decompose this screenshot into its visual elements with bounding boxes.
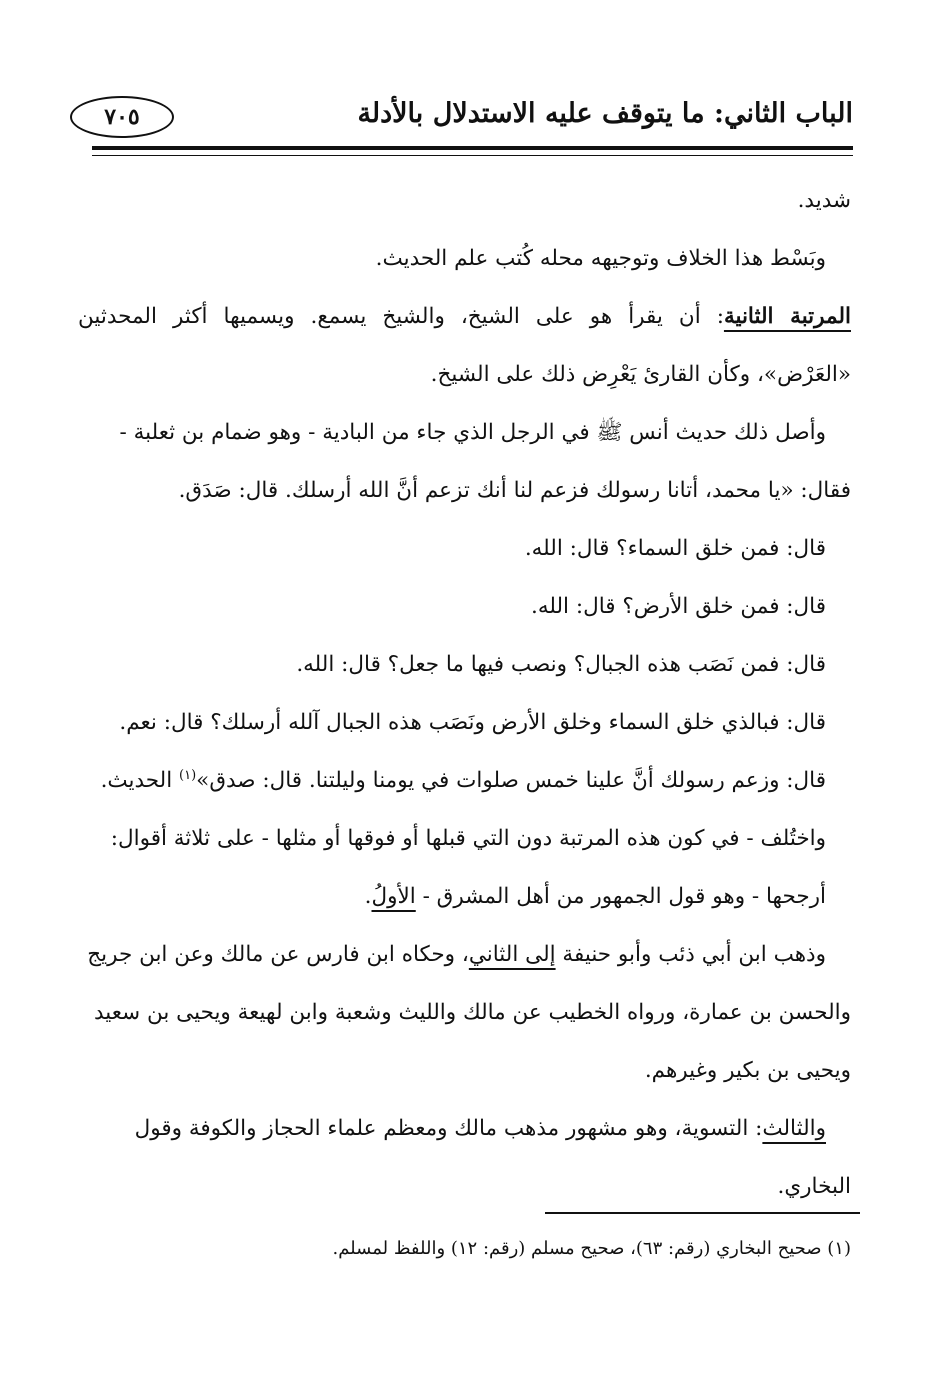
- text-line: فقال: «يا محمد، أتانا رسولك فزعم لنا أنك تزعم أنَّ الله أرسلك. قال: صَدَق.: [178, 478, 851, 503]
- text-line: وبَسْط هذا الخلاف وتوجيهه محله كُتب علم الحديث.: [375, 246, 826, 271]
- footnote-marker: (١): [179, 767, 197, 783]
- text-line: [78, 926, 851, 984]
- text-line: ويحيى بن بكير وغيرهم.: [644, 1058, 851, 1083]
- text-span: وذهب ابن أبي ذئب وأبو حنيفة: [555, 942, 826, 967]
- text-line: [78, 1100, 851, 1158]
- text-line: [78, 868, 851, 926]
- underlined-term: إلى الثاني: [468, 942, 556, 967]
- text-line: شديد.: [797, 188, 851, 213]
- text-span: : أن يقرأ هو على الشيخ، والشيخ يسمع. ويسميها أكثر المحدثين: [78, 304, 724, 329]
- text-line: واختُلف - في كون هذه المرتبة دون التي قبلها أو فوقها أو مثلها - على ثلاثة أقوال:: [110, 826, 826, 851]
- text-line: [78, 752, 851, 810]
- header-rule-thick: [92, 146, 853, 150]
- section-label: المرتبة الثانية: [723, 304, 851, 329]
- text-span: ، وحكاه ابن فارس عن مالك وعن ابن جريج: [87, 942, 469, 967]
- text-span: : التسوية، وهو مشهور مذهب مالك ومعظم علماء الحجاز والكوفة وقول: [134, 1116, 763, 1141]
- body-text: [78, 172, 851, 1216]
- text-line: البخاري.: [777, 1174, 851, 1199]
- footnote: (١) صحيح البخاري (رقم: ٦٣)، صحيح مسلم (رقم: ١٢) واللفظ لمسلم.: [332, 1238, 851, 1259]
- page-header: [70, 92, 853, 150]
- underlined-term: الأولُ: [371, 884, 416, 909]
- text-line: قال: فمن خلق الأرض؟ قال: الله.: [531, 594, 826, 619]
- text-span: قال: وزعم رسولك أنَّ علينا خمس صلوات في يومنا وليلتنا. قال: صدق»: [196, 768, 826, 793]
- text-line: قال: فمن نَصَب هذه الجبال؟ ونصب فيها ما جعل؟ قال: الله.: [296, 652, 826, 677]
- text-line: قال: فمن خلق السماء؟ قال: الله.: [524, 536, 826, 561]
- text-line: قال: فبالذي خلق السماء وخلق الأرض ونَصَب هذه الجبال آلله أرسلك؟ قال: نعم.: [119, 710, 826, 735]
- text-span: أرجحها - وهو قول الجمهور من أهل المشرق -: [415, 884, 826, 909]
- text-line: [78, 288, 851, 346]
- text-line: والحسن بن عمارة، ورواه الخطيب عن مالك والليث وشعبة وابن لهيعة ويحيى بن سعيد: [93, 1000, 851, 1025]
- text-line: «العَرْض»، وكأن القارئ يَعْرِض ذلك على الشيخ.: [430, 362, 851, 387]
- section-label: والثالث: [762, 1116, 826, 1141]
- footnote-separator: [545, 1212, 860, 1214]
- text-span: .: [364, 884, 372, 909]
- chapter-title: الباب الثاني: ما يتوقف عليه الاستدلال بالأدلة: [357, 98, 853, 129]
- text-span: الحديث.: [100, 768, 180, 793]
- page-number: ٧٠٥: [70, 96, 174, 138]
- header-rule-thin: [92, 155, 853, 156]
- text-line: وأصل ذلك حديث أنس ﷺ في الرجل الذي جاء من البادية - وهو ضمام بن ثعلبة -: [119, 420, 826, 445]
